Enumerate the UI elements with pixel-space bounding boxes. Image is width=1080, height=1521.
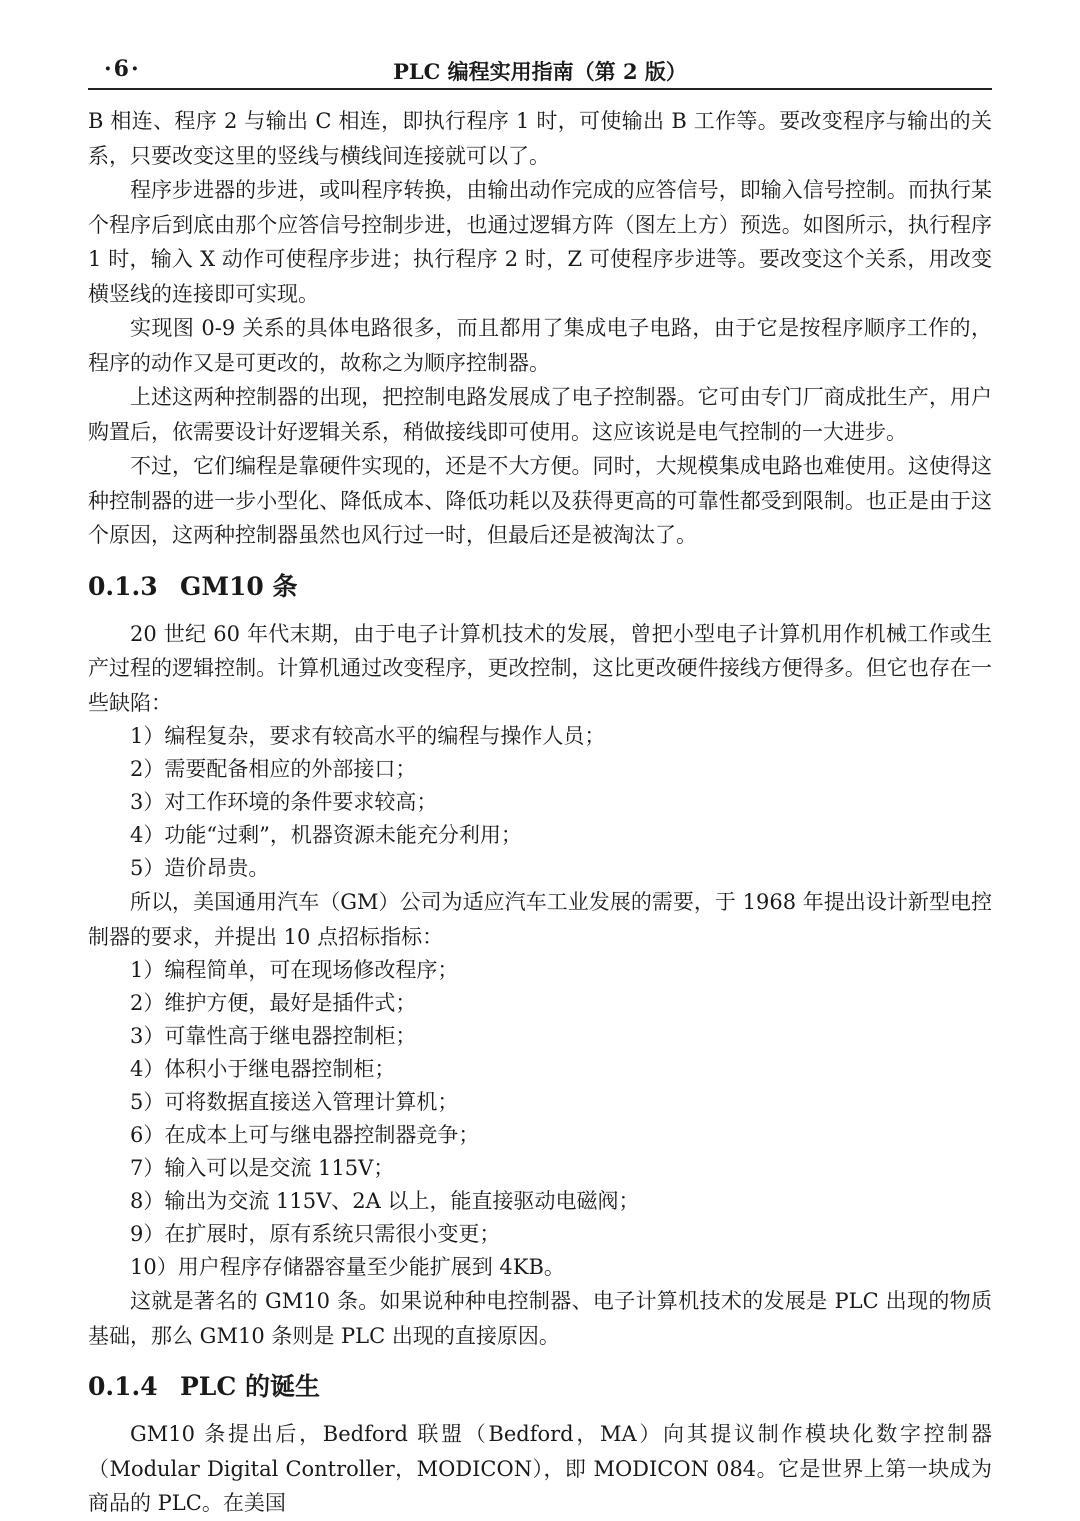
list-item: 6）在成本上可与继电器控制器竞争；: [130, 1123, 480, 1147]
list-item: 3）对工作环境的条件要求较高；: [130, 790, 438, 814]
list-item: 10）用户程序存储器容量至少能扩展到 4KB。: [130, 1255, 565, 1279]
section-number: 0.1.4: [88, 1372, 158, 1401]
paragraph: B 相连、程序 2 与输出 C 相连，即执行程序 1 时，可使输出 B 工作等。要改变程序与输出的关系，只要改变这里的竖线与横线间连接就可以了。: [88, 109, 992, 168]
book-title: PLC 编程实用指南（第 2 版）: [393, 59, 687, 84]
list-item: 8）输出为交流 115V、2A 以上，能直接驱动电磁阀；: [130, 1189, 640, 1213]
page-number: ·6·: [104, 56, 141, 82]
paragraph: 这就是著名的 GM10 条。如果说种种电控制器、电子计算机技术的发展是 PLC 出现的物质基础，那么 GM10 条则是 PLC 出现的直接原因。: [88, 1289, 992, 1348]
paragraph: 所以，美国通用汽车（GM）公司为适应汽车工业发展的需要，于 1968 年提出设计新型电控制器的要求，并提出 10 点招标指标：: [88, 890, 992, 949]
defects-list: [88, 720, 992, 885]
list-item: 4）体积小于继电器控制柜；: [130, 1057, 396, 1081]
paragraph: 上述这两种控制器的出现，把控制电路发展成了电子控制器。它可由专门厂商成批生产，用户购置后，依需要设计好逻辑关系，稍做接线即可使用。这应该说是电气控制的一大进步。: [88, 385, 992, 444]
list-item: 2）维护方便，最好是插件式；: [130, 991, 417, 1015]
section-heading-0-1-3: [88, 569, 992, 605]
body-text: [88, 104, 992, 1521]
paragraph: 20 世纪 60 年代末期，由于电子计算机技术的发展，曾把小型电子计算机用作机械工作或生产过程的逻辑控制。计算机通过改变程序，更改控制，这比更改硬件接线方便得多。但它也存在一些缺陷：: [88, 621, 992, 715]
list-item: 5）造价昂贵。: [130, 856, 270, 880]
list-item: 1）编程复杂，要求有较高水平的编程与操作人员；: [130, 724, 606, 748]
criteria-list: [88, 954, 992, 1284]
section-title: PLC 的诞生: [180, 1372, 320, 1401]
list-item: 3）可靠性高于继电器控制柜；: [130, 1024, 417, 1048]
list-item: 1）编程简单，可在现场修改程序；: [130, 958, 459, 982]
paragraph: GM10 条提出后，Bedford 联盟（Bedford，MA）向其提议制作模块化数字控制器（Modular Digital Controller，MODICON），即 MODICON 084。它是世界上第一块成为商品的 PLC。在美国: [88, 1422, 992, 1515]
list-item: 2）需要配备相应的外部接口；: [130, 757, 417, 781]
section-heading-0-1-4: [88, 1369, 992, 1405]
running-header: [88, 52, 992, 90]
paragraph: 不过，它们编程是靠硬件实现的，还是不大方便。同时，大规模集成电路也难使用。这使得这种控制器的进一步小型化、降低成本、降低功耗以及获得更高的可靠性都受到限制。也正是由于这个原因，这两种控制器虽然也风行过一时，但最后还是被淘汰了。: [88, 454, 992, 547]
paragraph: 程序步进器的步进，或叫程序转换，由输出动作完成的应答信号，即输入信号控制。而执行某个程序后到底由那个应答信号控制步进，也通过逻辑方阵（图左上方）预选。如图所示，执行程序 1 时，输入 X 动作可使程序步进；执行程序 2 时，Z 可使程序步进等。要改变这个关系，用改变横竖线的连接即可实现。: [88, 178, 992, 306]
paragraph: 实现图 0-9 关系的具体电路很多，而且都用了集成电子电路，由于它是按程序顺序工作的，程序的动作又是可更改的，故称之为顺序控制器。: [88, 316, 992, 375]
list-item: 9）在扩展时，原有系统只需很小变更；: [130, 1222, 501, 1246]
section-title: GM10 条: [180, 571, 298, 601]
list-item: 4）功能“过剩”，机器资源未能充分利用；: [130, 823, 522, 847]
list-item: 7）输入可以是交流 115V；: [130, 1156, 395, 1180]
section-number: 0.1.3: [88, 571, 158, 601]
list-item: 5）可将数据直接送入管理计算机；: [130, 1090, 459, 1114]
